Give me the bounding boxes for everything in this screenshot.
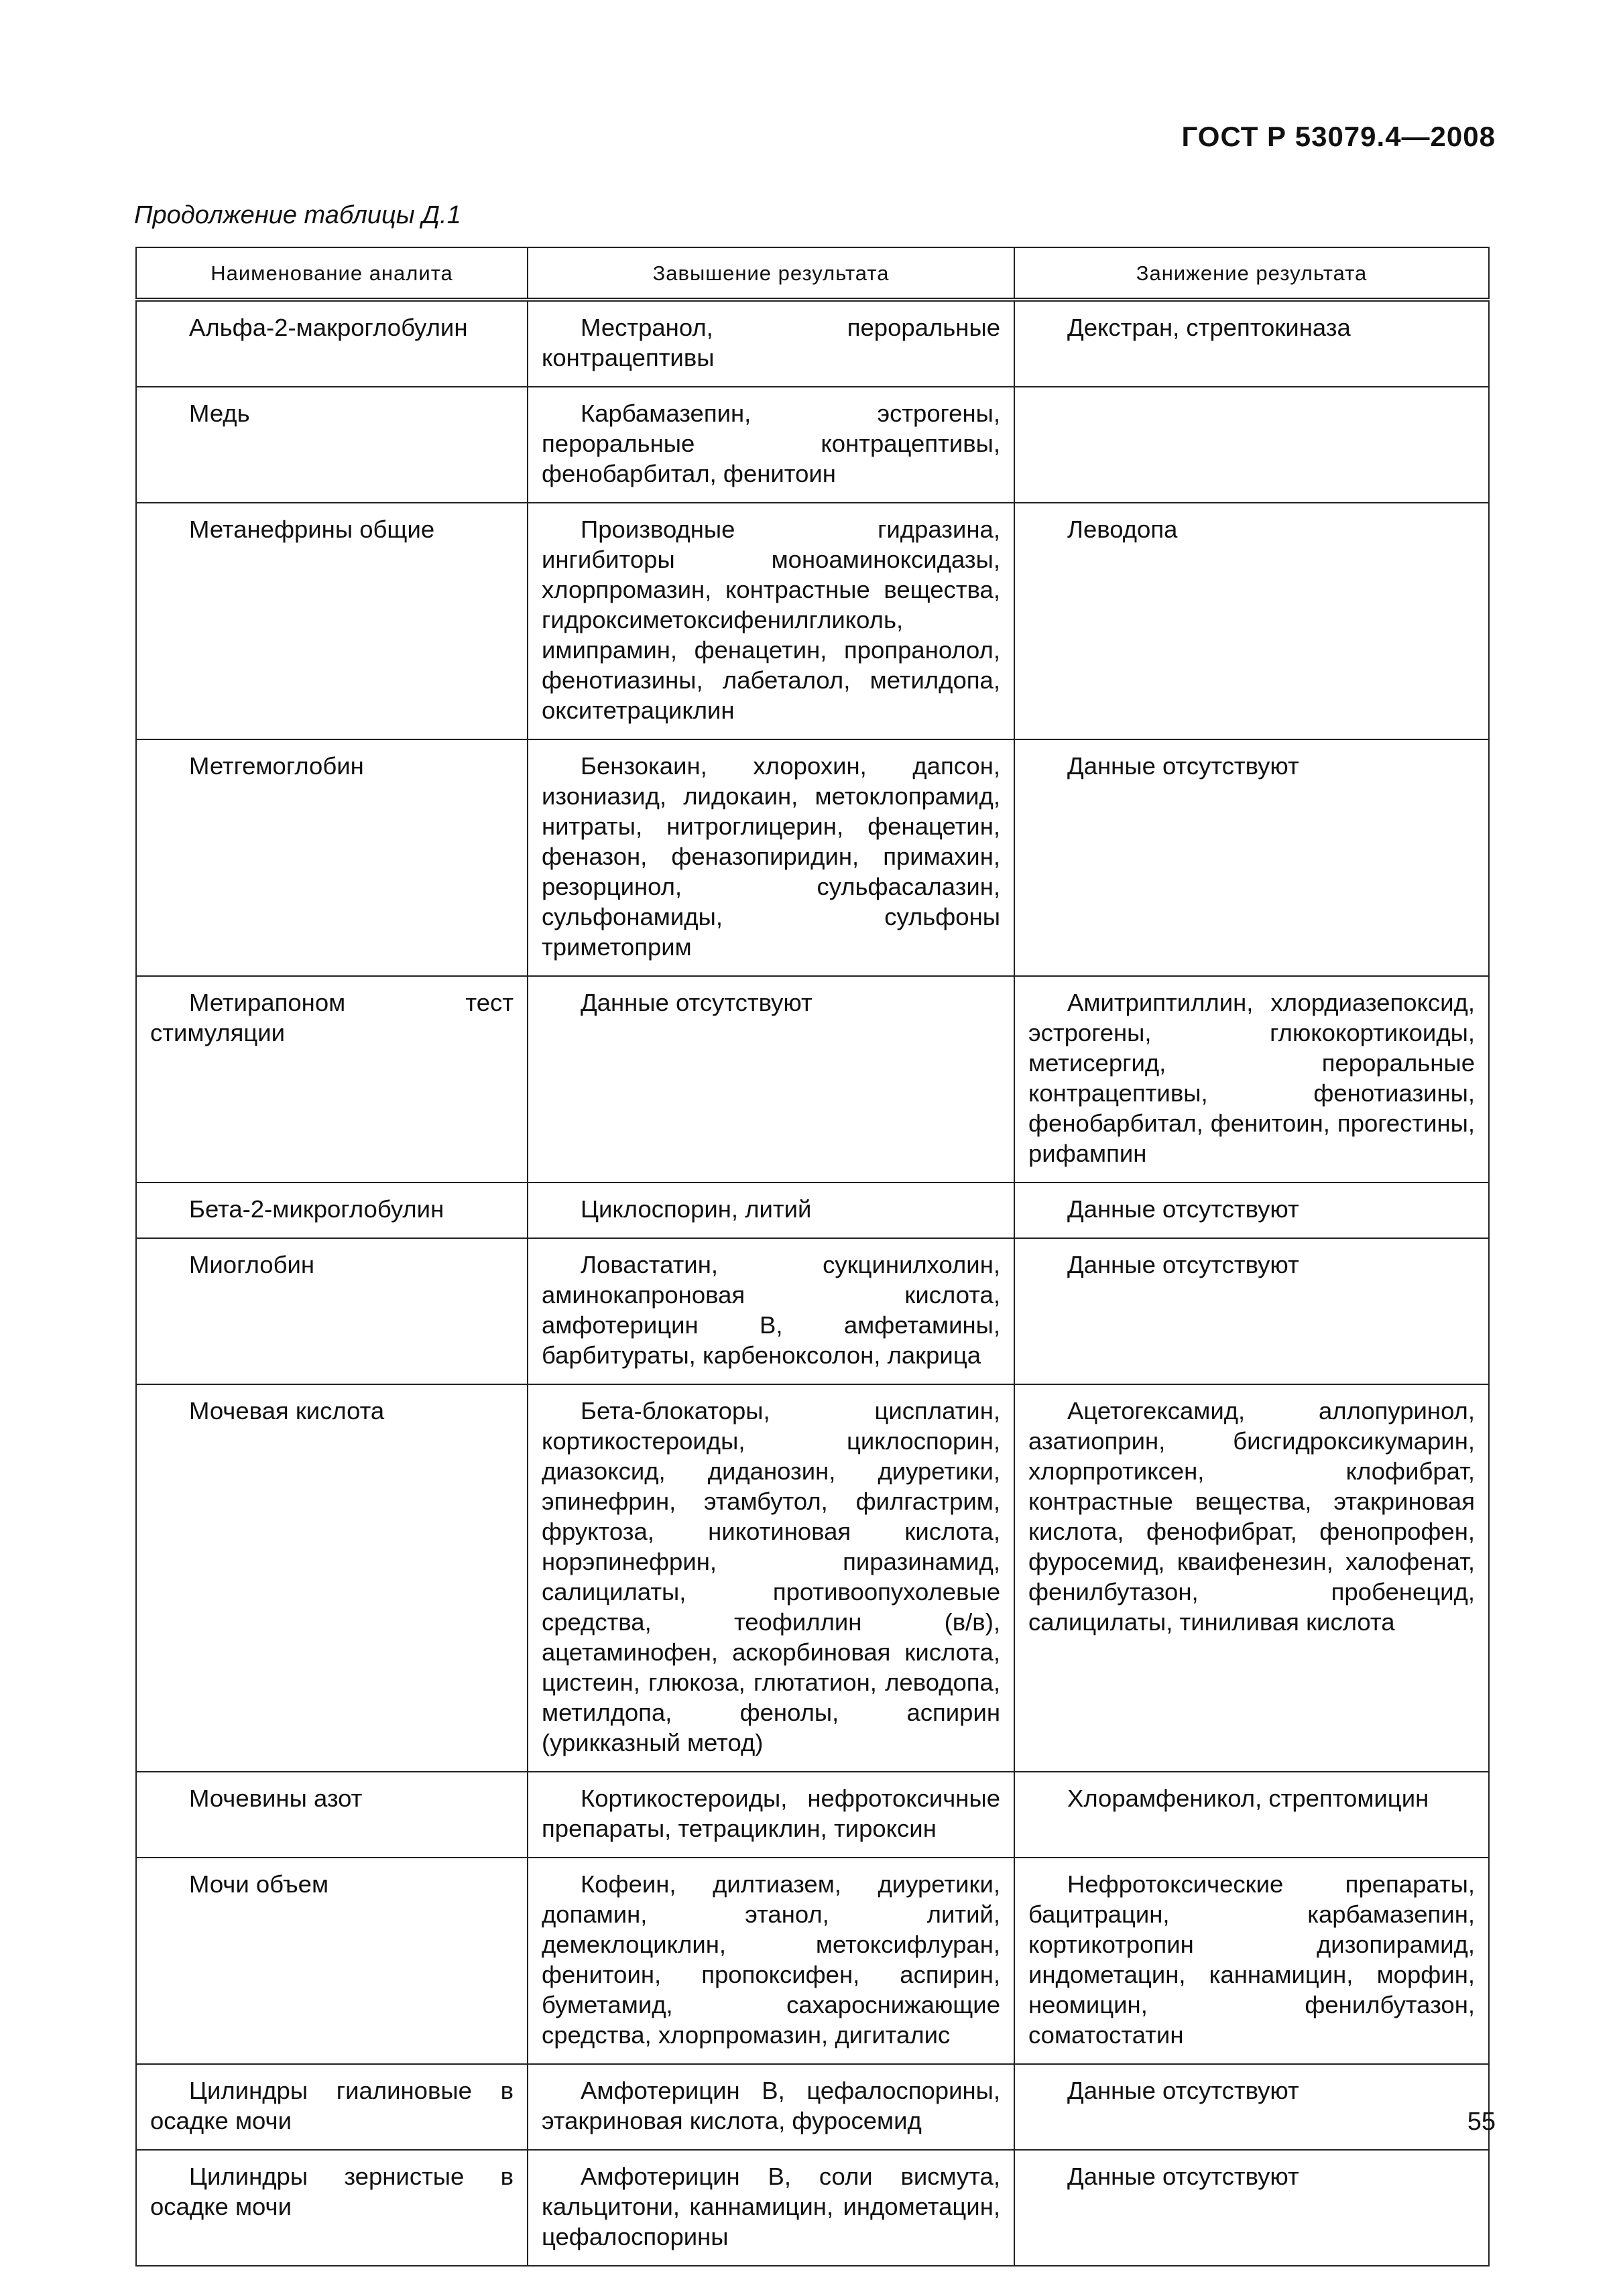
cell-analyte: Метгемоглобин [136,739,528,976]
cell-analyte: Мочи объем [136,1858,528,2064]
cell-increase: Карбамазепин, эстрогены, пероральные контрацептивы, фенобарбитал, фенитоин [528,387,1014,503]
cell-decrease: Ацетогексамид, аллопуринол, азатиоприн, бисгидроксикумарин, хлорпротиксен, клофибрат, контрастные вещества, этакриновая кислота, фенофибрат, фенопрофен, фуросемид, кваифенезин, халофенат, фенилбутазон, пробенецид, салицилаты, тиниливая кислота [1014,1384,1489,1772]
table-row [136,503,1489,739]
column-header-decrease: Занижение результата [1014,247,1489,300]
cell-increase: Бензокаин, хлорохин, дапсон, изониазид, лидокаин, метоклопрамид, нитраты, нитроглицерин, фенацетин, феназон, феназопиридин, примахин, резорцинол, сульфасалазин, сульфонамиды, сульфоны триметоприм [528,739,1014,976]
cell-decrease: Данные отсутствуют [1014,2150,1489,2266]
standard-designation: ГОСТ Р 53079.4—2008 [1181,121,1496,152]
cell-decrease: Данные отсутствуют [1014,1238,1489,1384]
table-row [136,1384,1489,1772]
cell-decrease: Нефротоксические препараты, бацитрацин, карбамазепин, кортикотропин дизопирамид, индометацин, каннамицин, морфин, неомицин, фенилбутазон, соматостатин [1014,1858,1489,2064]
cell-decrease [1014,387,1489,503]
cell-analyte: Цилиндры гиалиновые в осадке мочи [136,2064,528,2150]
cell-analyte: Цилиндры зернистые в осадке мочи [136,2150,528,2266]
table-row [136,300,1489,387]
cell-analyte: Метанефрины общие [136,503,528,739]
cell-increase: Бета-блокаторы, цисплатин, кортикостероиды, циклоспорин, диазоксид, диданозин, диуретики, эпинефрин, этамбутол, филгастрим, фруктоза, никотиновая кислота, норэпинефрин, пиразинамид, салицилаты, противоопухолевые средства, теофиллин (в/в), ацетаминофен, аскорбиновая кислота, цистеин, глюкоза, глютатион, леводопа, метилдопа, фенолы, аспирин (урикказный метод) [528,1384,1014,1772]
cell-analyte: Альфа-2-макроглобулин [136,300,528,387]
cell-increase: Кортикостероиды, нефротоксичные препараты, тетрациклин, тироксин [528,1772,1014,1858]
header-row [136,247,1489,300]
cell-analyte: Мочевины азот [136,1772,528,1858]
cell-decrease: Хлорамфеникол, стрептомицин [1014,1772,1489,1858]
table-row [136,1183,1489,1238]
column-header-analyte: Наименование аналита [136,247,528,300]
cell-increase: Ловастатин, сукцинилхолин, аминокапроновая кислота, амфотерицин В, амфетамины, барбитураты, карбеноксолон, лакрица [528,1238,1014,1384]
table-row [136,1772,1489,1858]
cell-increase: Данные отсутствуют [528,976,1014,1183]
cell-analyte: Метирапоном тест стимуляции [136,976,528,1183]
cell-increase: Производные гидразина, ингибиторы моноаминоксидазы, хлорпромазин, контрастные вещества, гидроксиметоксифенилгликоль, имипрамин, фенацетин, пропранолол, фенотиазины, лабеталол, метилдопа, окситетрациклин [528,503,1014,739]
table-row [136,1858,1489,2064]
cell-analyte: Бета-2-микроглобулин [136,1183,528,1238]
cell-increase: Амфотерицин В, цефалоспорины, этакриновая кислота, фуросемид [528,2064,1014,2150]
cell-decrease: Леводопа [1014,503,1489,739]
table-caption: Продолжение таблицы Д.1 [134,201,461,229]
cell-increase: Амфотерицин В, соли висмута, кальцитони, каннамицин, индометацин, цефалоспорины [528,2150,1014,2266]
cell-increase: Циклоспорин, литий [528,1183,1014,1238]
table-row [136,1238,1489,1384]
interference-table-container [135,247,1488,2267]
interference-table [135,247,1490,2267]
cell-increase: Местранол, пероральные контрацептивы [528,300,1014,387]
cell-decrease: Амитриптиллин, хлордиазепоксид, эстрогены, глюкокортикоиды, метисергид, пероральные контрацептивы, фенотиазины, фенобарбитал, фенитоин, прогестины, рифампин [1014,976,1489,1183]
table-row [136,976,1489,1183]
cell-analyte: Медь [136,387,528,503]
table-row [136,2064,1489,2150]
table-body [136,300,1489,2266]
cell-decrease: Данные отсутствуют [1014,1183,1489,1238]
cell-analyte: Мочевая кислота [136,1384,528,1772]
page-number: 55 [1467,2108,1496,2136]
cell-decrease: Декстран, стрептокиназа [1014,300,1489,387]
cell-increase: Кофеин, дилтиазем, диуретики, допамин, этанол, литий, демеклоциклин, метоксифлуран, фенитоин, пропоксифен, аспирин, буметамид, сахароснижающие средства, хлорпромазин, дигиталис [528,1858,1014,2064]
cell-decrease: Данные отсутствуют [1014,2064,1489,2150]
table-row [136,2150,1489,2266]
table-header [136,247,1489,300]
table-row [136,739,1489,976]
table-row [136,387,1489,503]
column-header-increase: Завышение результата [528,247,1014,300]
cell-decrease: Данные отсутствуют [1014,739,1489,976]
cell-analyte: Миоглобин [136,1238,528,1384]
